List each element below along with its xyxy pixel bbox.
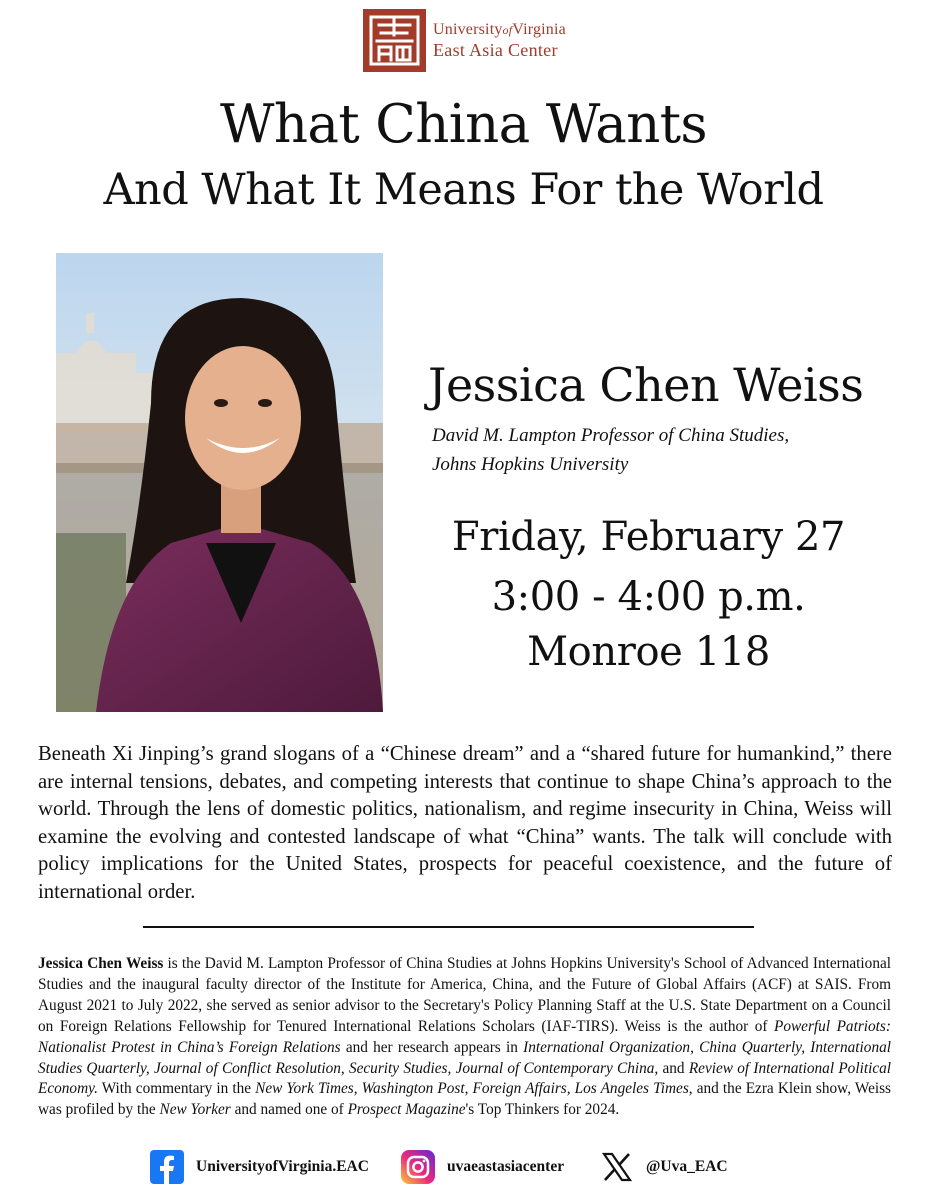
event-time: 3:00 - 4:00 p.m. xyxy=(491,574,806,620)
event-title: What China Wants xyxy=(219,94,708,155)
section-divider xyxy=(143,926,754,928)
logo-university-name: UniversityofVirginia xyxy=(433,21,566,38)
facebook-link[interactable] xyxy=(150,1150,369,1184)
talk-abstract: Beneath Xi Jinping’s grand slogans of a “Chinese dream” and a “shared future for humankind,” there are internal tensions, debates, and competing interests that continue to shape China’s approach to the world. Through the lens of domestic politics, nationalism, and regime insecurity in China, Weiss will examine the evolving and contested landscape of what “China” wants. The talk will conclude with policy implications for the United States, prospects for peaceful coexistence, and the future of international order. xyxy=(38,743,892,903)
bio-media: New York Times, Washington Post, Foreign Affairs, Los Angeles Times, xyxy=(255,1080,693,1098)
bio-journal-ripe: Review of International Political Economy. xyxy=(38,1059,892,1098)
instagram-link[interactable] xyxy=(401,1150,564,1184)
bio-journals: International Organization, China Quarterly, International Studies Quarterly, Journal of Conflict Resolution, Security Studies, Journal of Contemporary China, xyxy=(38,1038,892,1077)
logo-center-name: East Asia Center xyxy=(433,40,558,60)
facebook-handle: UniversityofVirginia.EAC xyxy=(196,1158,369,1175)
speaker-bio: Jessica Chen Weiss is the David M. Lampton Professor of China Studies at Johns Hopkins University's School of Advanced International Studies and the inaugural faculty director of the Institute for America, China, and the Future of Global Affairs (ACF) at SAIS. From August 2021 to July 2022, she served as senior advisor to the Secretary's Policy Planning Staff at the U.S. State Department on a Council on Foreign Relations Fellowship for Tenured International Relations Scholars (IAF-TIRS). Weiss is the author of Powerful Patriots: Nationalist Protest in China’s Foreign Relations and her research appears in International Organization, China Quarterly, International Studies Quarterly, Journal of Conflict Resolution, Security Studies, Journal of Contemporary China, and Review of International Political Economy. With commentary in the New York Times, Washington Post, Foreign Affairs, Los Angeles Times, and the Ezra Klein show, Weiss was profiled by the New Yorker and named one of Prospect Magazine's Top Thinkers for 2024. xyxy=(38,955,892,1119)
speaker-name: Jessica Chen Weiss xyxy=(428,358,864,412)
x-link[interactable] xyxy=(600,1150,728,1184)
bio-book-title: Powerful Patriots: Nationalist Protest in China’s Foreign Relations xyxy=(38,1017,891,1056)
bio-prospect: Prospect Magazine xyxy=(347,1101,466,1119)
speaker-institution-line: Johns Hopkins University xyxy=(432,454,629,475)
bio-new-yorker: New Yorker xyxy=(159,1101,231,1119)
instagram-handle: uvaeastasiacenter xyxy=(447,1158,565,1175)
event-subtitle: And What It Means For the World xyxy=(103,165,824,215)
speaker-title-line: David M. Lampton Professor of China Studies, xyxy=(432,425,790,446)
instagram-icon xyxy=(401,1150,435,1184)
east-asia-center-logo xyxy=(363,9,566,72)
speaker-photo xyxy=(56,253,383,712)
university-seal-icon xyxy=(363,9,426,72)
speaker-affiliation xyxy=(432,421,789,479)
x-handle: @Uva_EAC xyxy=(646,1158,728,1175)
bio-name: Jessica Chen Weiss xyxy=(38,955,164,972)
event-date: Friday, February 27 xyxy=(451,514,846,560)
facebook-icon xyxy=(150,1150,184,1184)
event-location: Monroe 118 xyxy=(527,629,770,675)
x-icon xyxy=(600,1150,634,1184)
